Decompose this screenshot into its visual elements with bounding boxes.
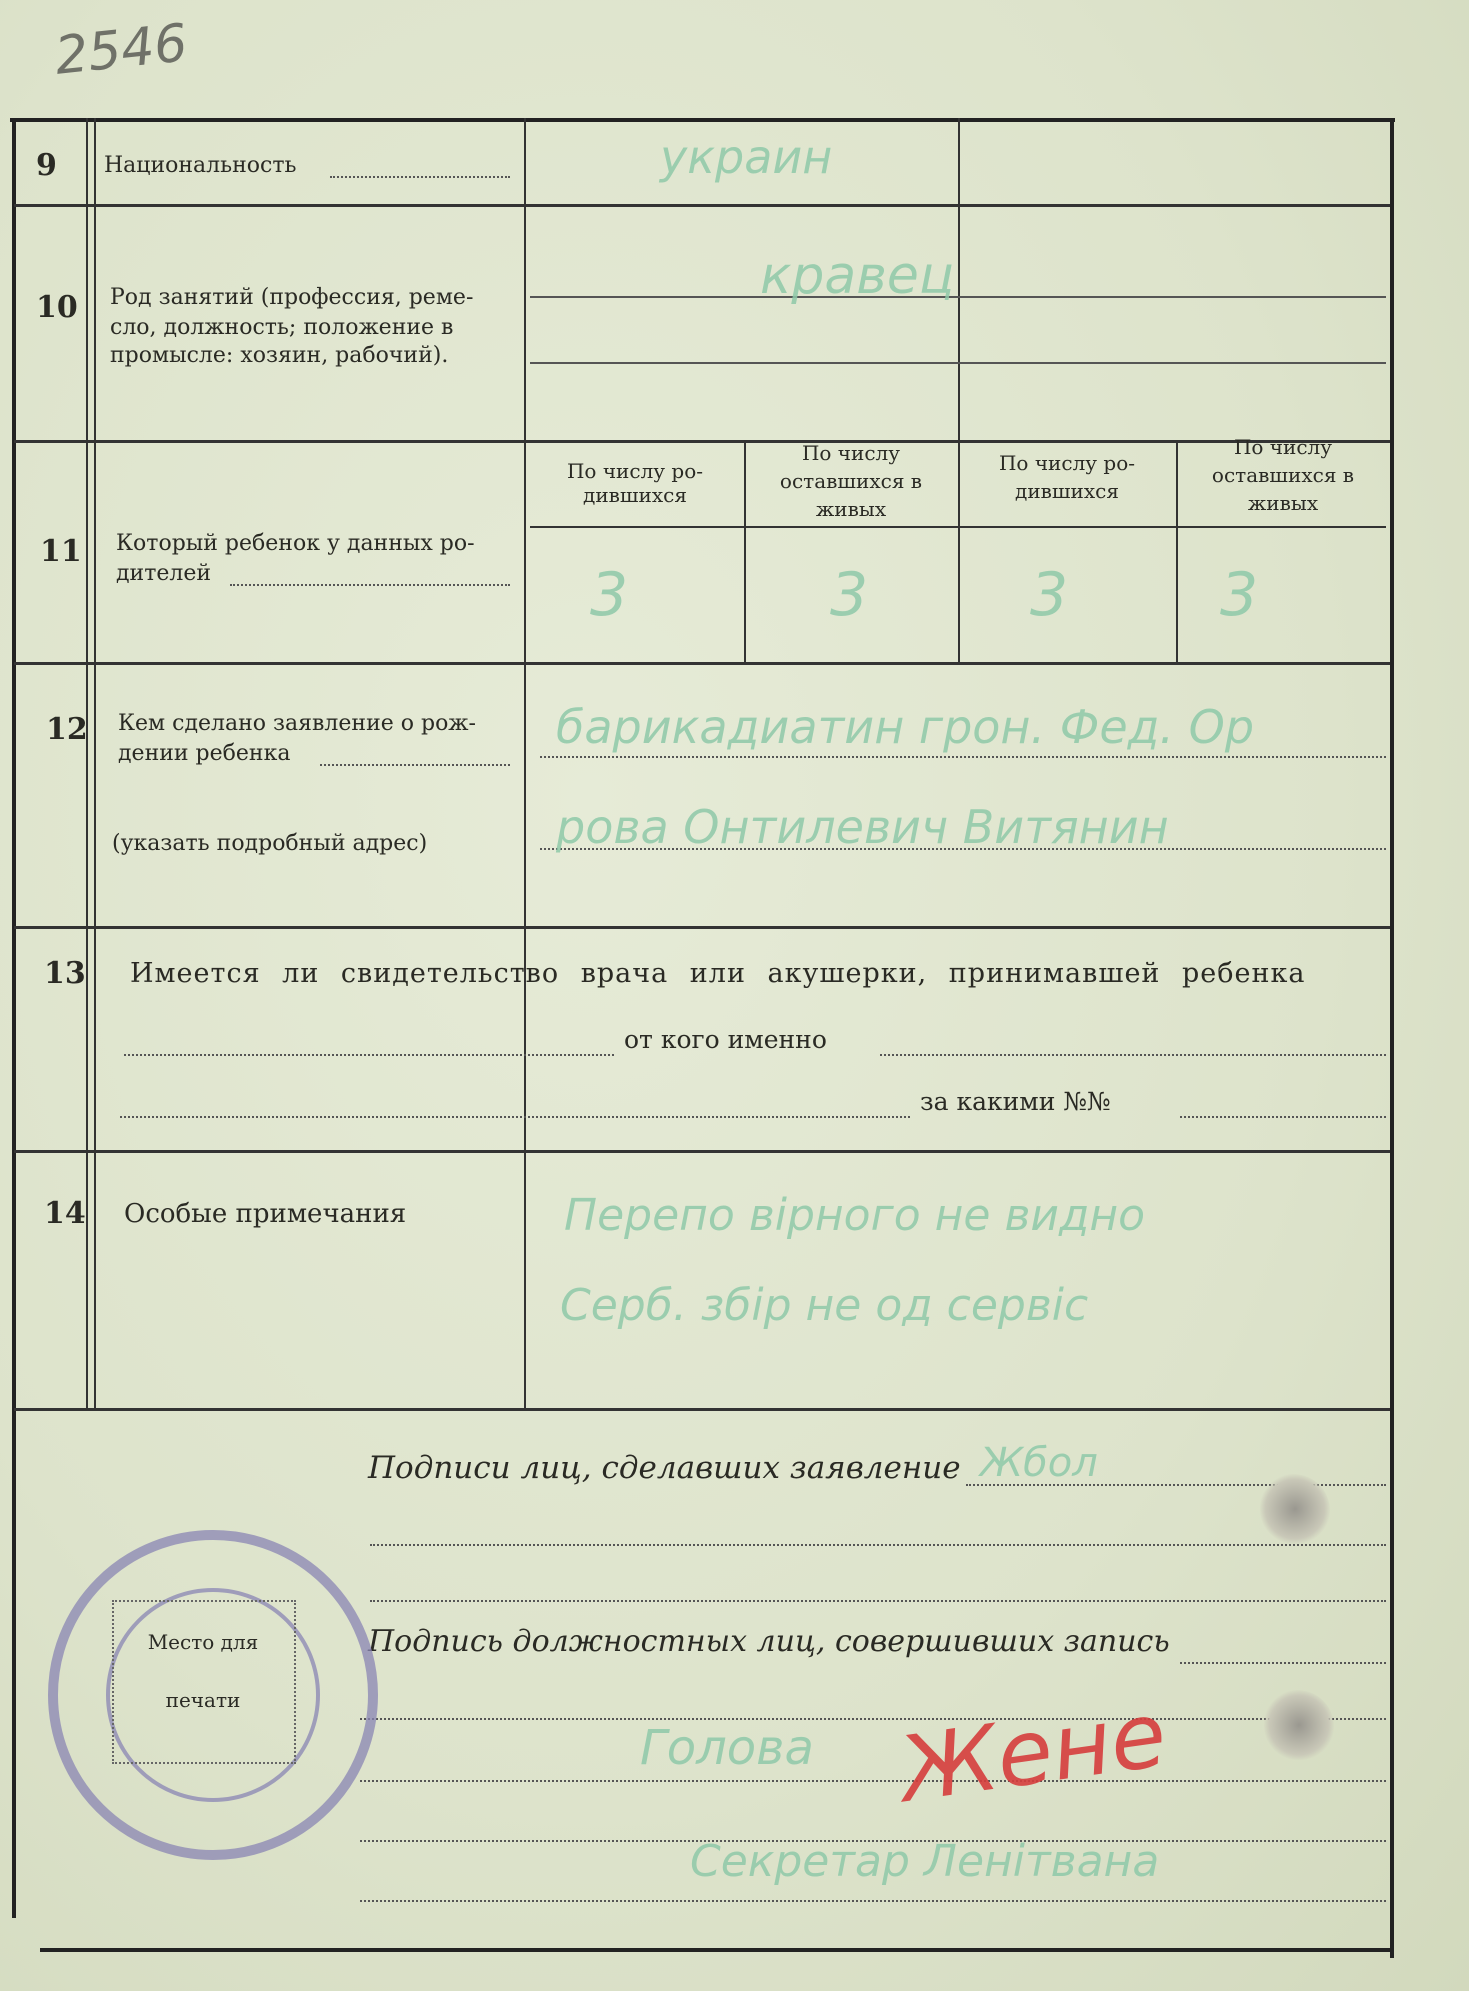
row-9-value: украин [660, 130, 833, 184]
row-11-col4-l1: По числу [1233, 435, 1333, 459]
num-col-line [86, 118, 88, 1408]
row-12-hand-2: рова Онтилевич Витянин [556, 800, 1169, 854]
row-10-line1 [530, 296, 1386, 298]
seal-label-line2: печати [165, 1688, 241, 1712]
row-14-label: Особые примечания [124, 1199, 407, 1229]
row-11-header-line [530, 526, 1386, 528]
row-sep-13 [14, 1150, 1390, 1153]
row-sep-12 [14, 926, 1390, 929]
row-11-col3-l2: дившихся [1015, 479, 1119, 503]
officials-line-2 [360, 1718, 1386, 1720]
frame-top [10, 118, 1395, 122]
officials-signature-1: Голова [640, 1720, 814, 1776]
row-sep-14 [14, 1408, 1390, 1411]
row-11-col2-l3: живых [815, 497, 887, 521]
row-14-number: 14 [44, 1196, 86, 1231]
officials-line-3 [360, 1780, 1386, 1782]
applicants-line-3 [370, 1600, 1386, 1602]
row-13-dots-4 [1180, 1116, 1386, 1118]
row-sep-9 [14, 204, 1390, 207]
frame-bottom [40, 1948, 1390, 1952]
row-11-label-line1: Который ребенок у данных ро- [116, 531, 475, 556]
row-11-label-line2: дителей [116, 561, 212, 586]
row-11-number: 11 [40, 534, 82, 569]
row-13-line3: за какими №№ [920, 1087, 1111, 1116]
row-11-val1: 3 [590, 560, 629, 630]
officials-signature-red: Жене [893, 1681, 1173, 1824]
frame-left [12, 118, 16, 1918]
officials-signature-label: Подпись должностных лиц, совершивших запись [368, 1624, 1170, 1659]
row-12-line-1 [540, 756, 1386, 758]
row-13-line1: Имеется ли свидетельство врача или акушерки, принимавшей ребенка [130, 958, 1306, 989]
officials-line-5 [360, 1900, 1386, 1902]
row-11-col1-l2: дившихся [583, 483, 687, 507]
seal-label-line1: Место для [147, 1630, 259, 1654]
row-13-number: 13 [44, 956, 86, 991]
row-12-label-line2: дении ребенка [118, 741, 291, 766]
row-11-col2-l1: По числу [801, 441, 901, 465]
row-12-hand-1: барикадиатин грон. Фед. Ор [556, 700, 1255, 754]
seal-placeholder-box [112, 1600, 296, 1764]
mid-col-line [958, 118, 960, 448]
row-11-val2: 3 [830, 560, 869, 630]
row-10-label-line2: сло, должность; положение в [110, 315, 454, 340]
applicants-signature-label: Подписи лиц, сделавших заявление [368, 1450, 961, 1486]
officials-signature-2: Секретар Ленітвана [690, 1836, 1160, 1887]
row-11-col4-l2: оставшихся в [1211, 463, 1355, 487]
row-10-line2 [530, 362, 1386, 364]
row-13-dots-2 [880, 1054, 1386, 1056]
row-11-col2-l2: оставшихся в [779, 469, 923, 493]
paper-hole-1 [1260, 1474, 1330, 1544]
row-9-dots [330, 176, 510, 178]
row-10-label-line1: Род занятий (профессия, реме- [110, 285, 474, 310]
row-sep-11 [14, 662, 1390, 665]
row-11-col3-l1: По числу ро- [998, 451, 1136, 475]
row-12-label-line1: Кем сделано заявление о рож- [118, 711, 476, 736]
row-9-label: Национальность [104, 153, 297, 178]
row-12-label-line3: (указать подробный адрес) [112, 831, 428, 856]
applicants-signature: Жбол [980, 1440, 1098, 1486]
row-11-col-sep-3 [1176, 440, 1178, 662]
row-12-number: 12 [46, 712, 88, 747]
label-col-line [524, 118, 526, 1408]
row-14-hand-1: Перепо вірного не видно [564, 1190, 1146, 1241]
row-11-val4: 3 [1220, 560, 1259, 630]
row-11-col-sep-1 [744, 440, 746, 662]
row-14-hand-2: Серб. збір не од сервіс [560, 1280, 1089, 1331]
applicants-line-2 [370, 1544, 1386, 1546]
paper-hole-2 [1264, 1690, 1334, 1760]
officials-line-1 [1180, 1662, 1386, 1664]
archive-number: 2546 [52, 13, 191, 87]
num-col-line-2 [94, 118, 96, 1408]
row-11-col-sep-2 [958, 440, 960, 662]
row-12-dots-1 [320, 764, 510, 766]
row-11-dots [230, 584, 510, 586]
row-11-col4-l3: живых [1247, 491, 1319, 515]
row-13-dots-1 [124, 1054, 614, 1056]
row-10-number: 10 [36, 290, 78, 325]
row-11-col1-l1: По числу ро- [566, 459, 704, 483]
row-10-value: кравец [760, 246, 955, 306]
row-13-dots-3 [120, 1116, 910, 1118]
row-9-number: 9 [36, 148, 57, 183]
row-13-line2: от кого именно [624, 1025, 827, 1054]
row-11-val3: 3 [1030, 560, 1069, 630]
frame-right [1390, 118, 1394, 1958]
row-10-label-line3: промысле: хозяин, рабочий). [110, 343, 449, 368]
